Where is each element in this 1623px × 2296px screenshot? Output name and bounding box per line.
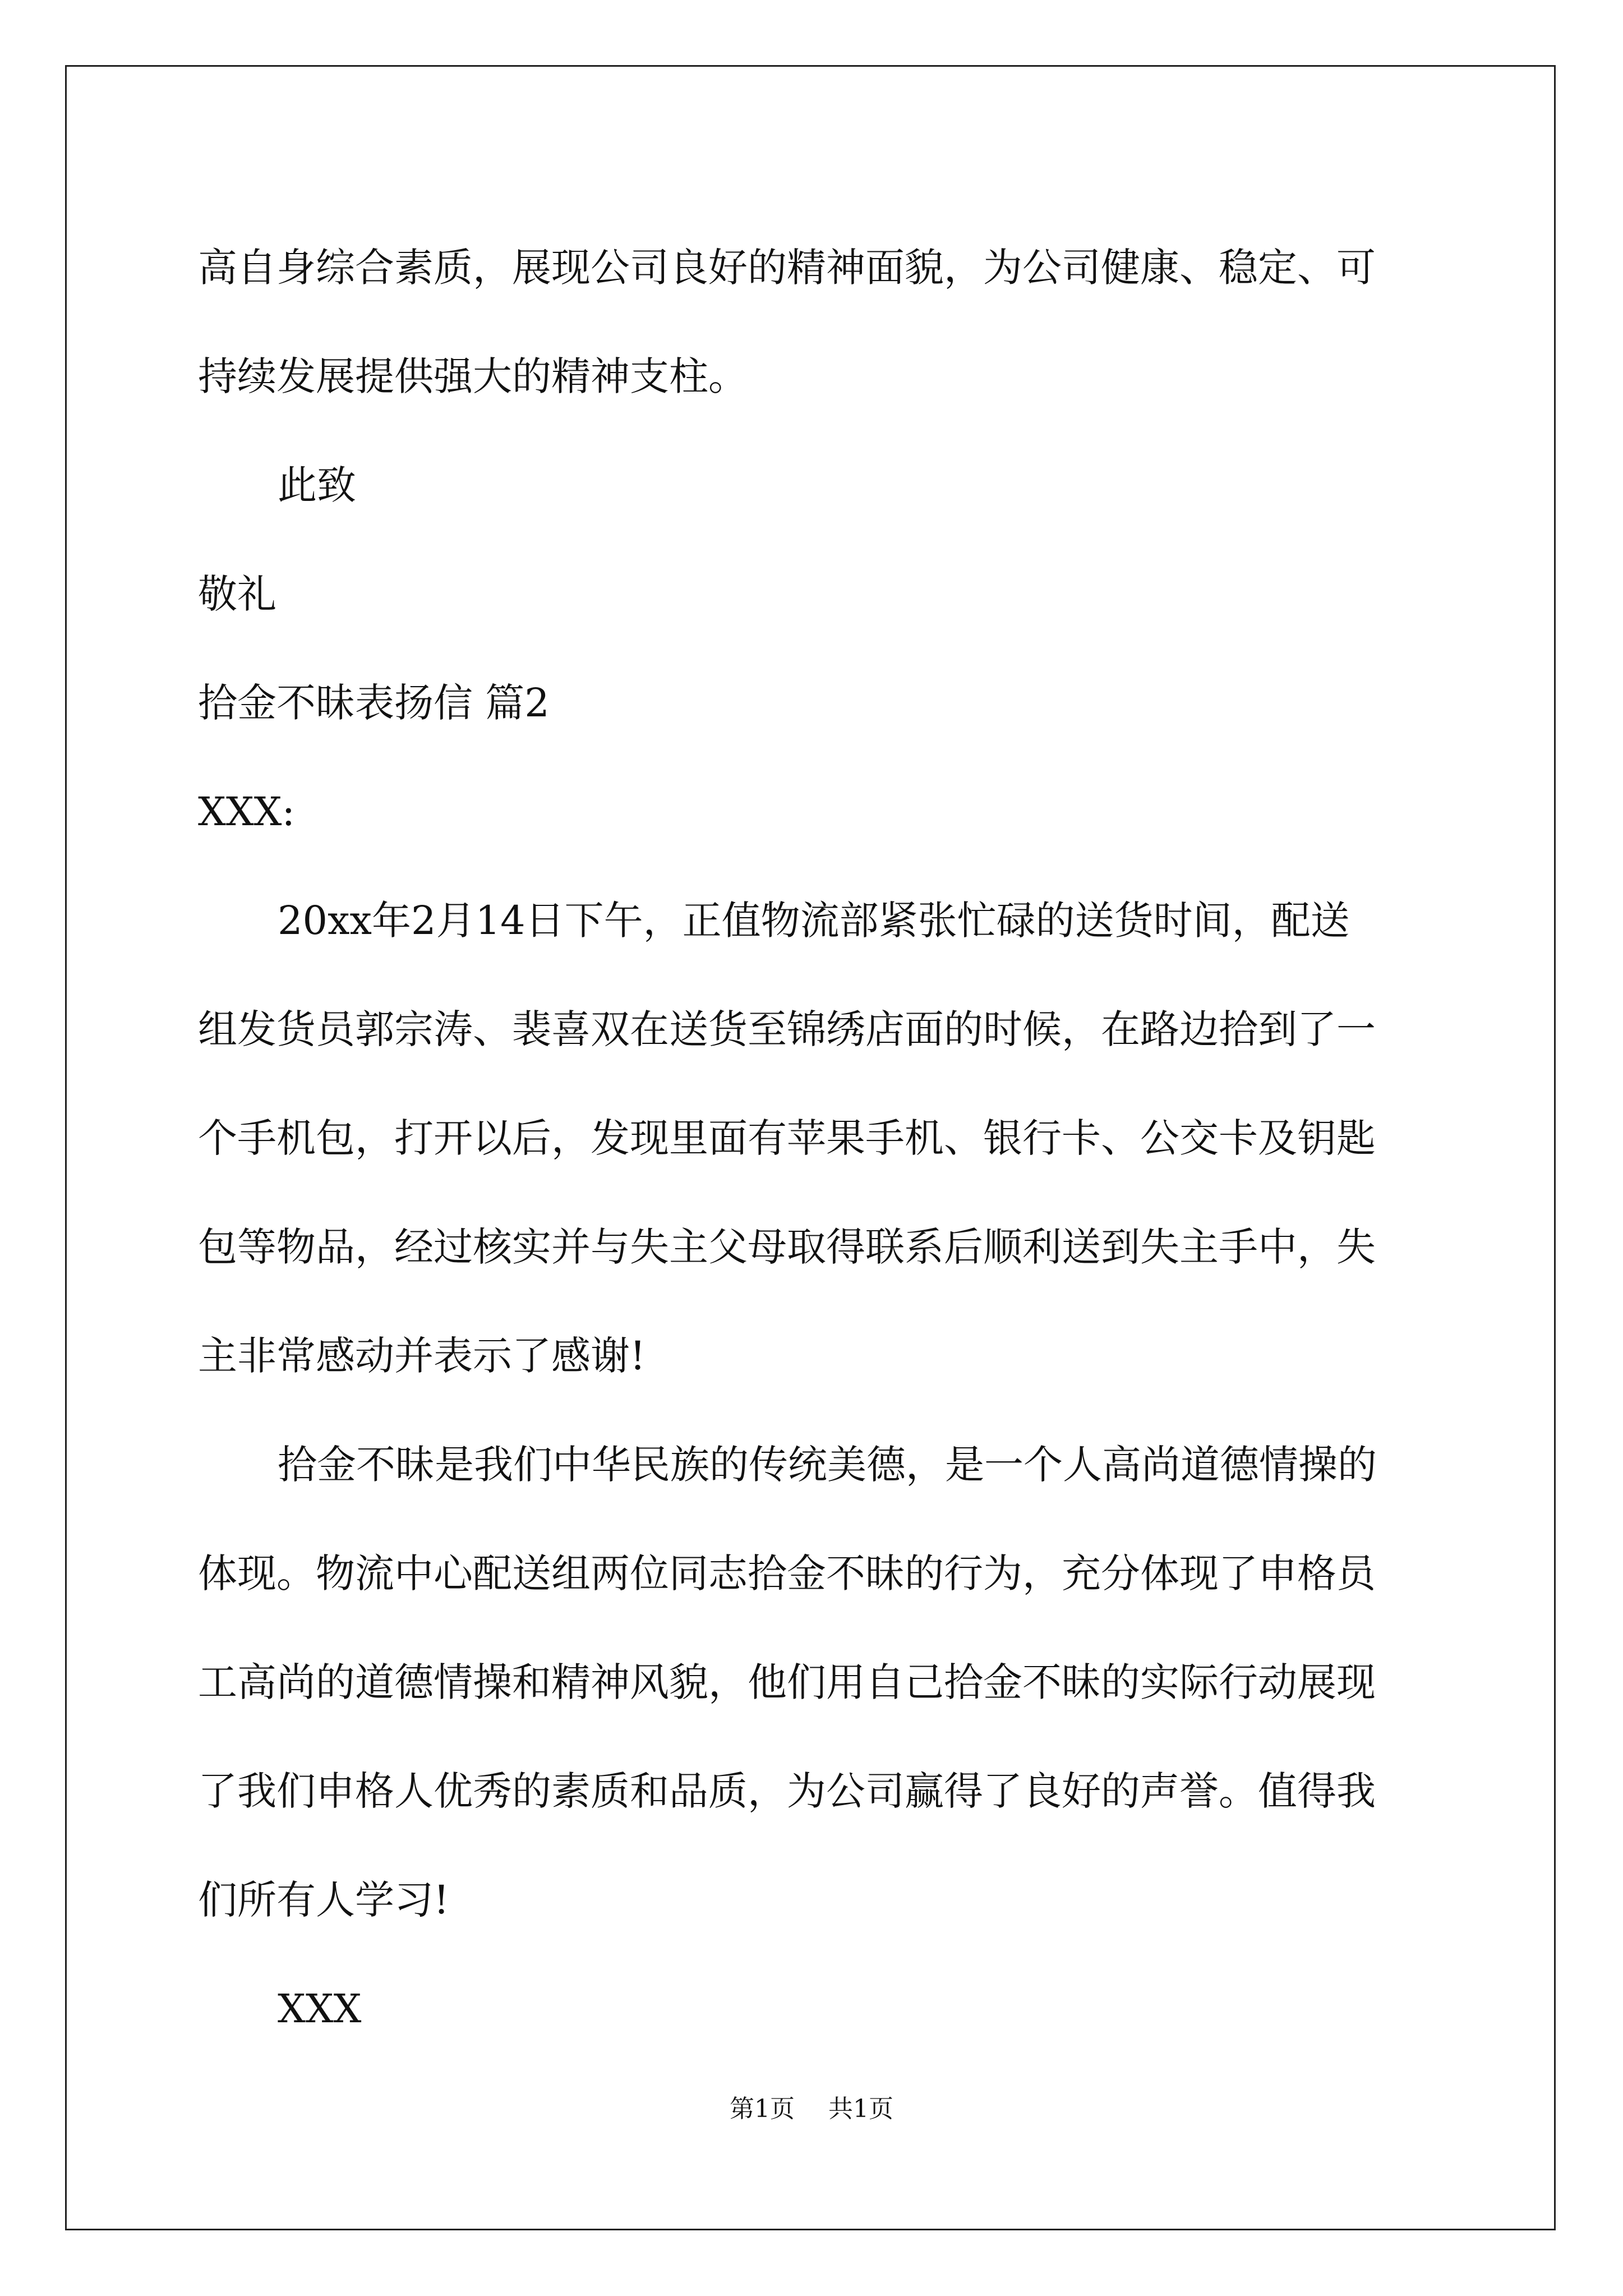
text-line: 体现。物流中心配送组两位同志拾金不昧的行为，充分体现了申格员: [198, 1550, 1376, 1596]
text-line: 持续发展提供强大的精神支柱。: [198, 353, 748, 399]
text-line: 个手机包，打开以后，发现里面有苹果手机、银行卡、公交卡及钥匙: [198, 1115, 1376, 1161]
text-line: 们所有人学习!: [198, 1877, 450, 1923]
paragraph-start-line: 20xx年2月14日下午，正值物流部紧张忙碌的送货时间，配送: [278, 898, 1350, 944]
text-line: 工高尚的道德情操和精神风貌，他们用自己拾金不昧的实际行动展现: [198, 1659, 1376, 1705]
closing-line: 敬礼: [198, 571, 276, 617]
text-line: 主非常感动并表示了感谢!: [198, 1333, 646, 1379]
page-number-total: 共1页: [828, 2095, 893, 2123]
salutation-line: 此致: [278, 462, 356, 508]
text-line: 了我们申格人优秀的素质和品质，为公司赢得了良好的声誉。值得我: [198, 1768, 1376, 1814]
text-line: 包等物品，经过核实并与失主父母取得联系后顺利送到失主手中，失: [198, 1224, 1376, 1270]
text-line: 组发货员郭宗涛、裴喜双在送货至锦绣店面的时候，在路边拾到了一: [198, 1006, 1376, 1052]
page-number-current: 第1页: [730, 2095, 795, 2123]
paragraph-start-line: 拾金不昧是我们中华民族的传统美德，是一个人高尚道德情操的: [278, 1442, 1377, 1488]
text-line: 高自身综合素质，展现公司良好的精神面貌，为公司健康、稳定、可: [198, 245, 1376, 291]
section-heading: 拾金不昧表扬信 篇2: [198, 680, 550, 726]
page-footer: [0, 2092, 1623, 2126]
signature-line: XXX: [278, 1986, 362, 2032]
document-body: [198, 213, 1432, 2063]
recipient-line: XXX:: [198, 789, 296, 835]
